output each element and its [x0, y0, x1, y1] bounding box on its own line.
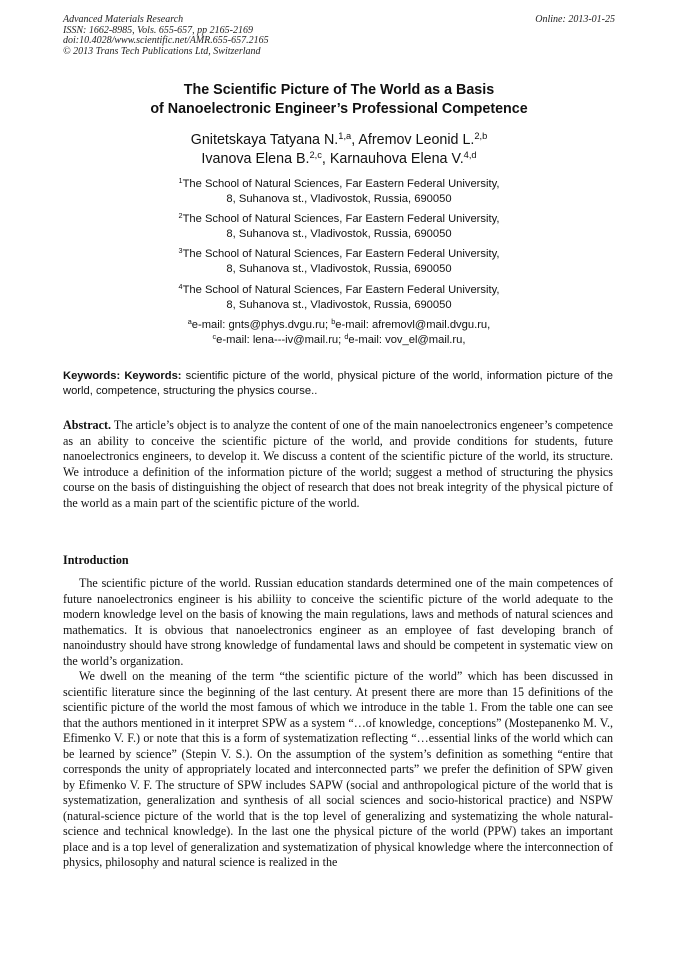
author-name: Gnitetskaya Tatyana N. [190, 132, 339, 148]
paragraph: We dwell on the meaning of the term “the scientific picture of the world” which has been discussed in scientific literature since the beginning of the last century. At present there are more than 15 definitions of the scientific picture of the world the most famous of which we introduce in the table 1. From the table one can see that the authors mentioned in it interpret SPW as a system “…of knowledge, conceptions” (Mostepanenko M. V., Efimenko V. F.) or note that this is a form of systematization reflecting “…essential links of the world which can be learned by science” (Stepin V. S.). On the assumption of the system’s definition as something “entire that corresponds the unity of appropriately located and interconnected parts” we prefer the definition of SPW given by Efimenko V. F. The structure of SPW includes SAPW (social and anthropological picture of the world that is systematization, generalization and synthesis of all social sciences and socio-historical practice) and NSPW (natural-science picture of the world that is the top level of generalizing and systematizing the whole natural-science and technical knowledge). In the last one the physical picture of the world (PPW) takes an important place and is a top level of generalization and systematization of physical knowledge where the interconnection of physics, philosophy and natural science is realized in the [63, 669, 613, 869]
email-list [40, 318, 638, 348]
introduction-body [63, 576, 613, 871]
author-name: Afremov Leonid L. [358, 132, 475, 148]
affiliation-line: The School of Natural Sciences, Far Eastern Federal University, [182, 248, 500, 260]
affiliation-address: 8, Suhanova st., Vladivostok, Russia, 690050 [226, 299, 452, 311]
affiliation-4 [40, 283, 638, 313]
affiliation-number: 3 [178, 246, 183, 255]
paper-title [40, 81, 638, 119]
author-name: Karnauhova Elena V. [329, 151, 464, 167]
email-line-1 [40, 318, 638, 333]
paragraph: The scientific picture of the world. Russian education standards determined one of the main competences of future nanoelectronics engineer is his abiliity to conceive the scientific picture of the world adequate to the modern knowledge level on the basis of knowing the main regulations, laws and methods of natural sciences and mathematics. It is obvious that nanoelectronics engineer as an employee of fast developing branch of nanoindustry should have strong knowledge of fundamental laws and should be competent in systematic view on the world’s organization. [63, 576, 613, 668]
email-superscript: d [344, 332, 349, 341]
keywords-section [63, 369, 613, 398]
doi-line: doi:10.4028/www.scientific.net/AMR.655-657.2165 [63, 35, 269, 46]
affiliation-3 [40, 247, 638, 277]
author-name: Ivanova Elena B. [201, 151, 310, 167]
affiliation-address: 8, Suhanova st., Vladivostok, Russia, 690050 [226, 193, 452, 205]
author-line-2 [40, 150, 638, 169]
affiliation-address: 8, Suhanova st., Vladivostok, Russia, 690050 [226, 228, 452, 240]
affiliation-line: The School of Natural Sciences, Far Eastern Federal University, [182, 178, 500, 190]
copyright-line: © 2013 Trans Tech Publications Ltd, Switzerland [63, 45, 261, 57]
affiliation-1 [40, 177, 638, 207]
online-date: Online: 2013-01-25 [535, 14, 615, 25]
title-line-1: The Scientific Picture of The World as a Basis [183, 82, 495, 98]
journal-name: Advanced Materials Research [63, 14, 184, 25]
email-superscript: c [212, 332, 217, 341]
abstract-text: The article’s object is to analyze the content of one of the main nanoelectronics engeneer’s competence as an ability to conceive the scientific picture of the world, and provide conditions for students, future nanoelectronics engineers, to develop it. We discuss a content of the scientific picture of the world, its structure. We introduce a definition of the information picture of the world; suggest a method of structuring the physics course on the basis of distinguishing the object of research that does not break integrity of the physical picture of the world as a main part of the scientific picture of the world. [63, 418, 613, 510]
affiliation-number: 1 [178, 176, 183, 185]
author-separator: , [321, 151, 330, 167]
issn-line: ISSN: 1662-8985, Vols. 655-657, pp 2165-2169 [63, 24, 253, 36]
email-superscript: a [187, 317, 192, 326]
email-link[interactable]: e-mail: lena---iv@mail.ru; [216, 334, 345, 346]
abstract-label: Abstract. [63, 418, 112, 432]
author-superscript: 4,d [463, 149, 477, 160]
email-line-2 [40, 333, 638, 348]
email-link[interactable]: e-mail: gnts@phys.dvgu.ru; [191, 319, 332, 331]
introduction-heading: Introduction [63, 553, 129, 567]
email-superscript: b [331, 317, 336, 326]
author-line-1 [40, 131, 638, 150]
keywords-label: Keywords: Keywords: [63, 370, 182, 382]
affiliation-line: The School of Natural Sciences, Far Eastern Federal University, [182, 213, 500, 225]
author-superscript: 2,b [474, 130, 488, 141]
affiliation-number: 4 [178, 282, 183, 291]
affiliation-2 [40, 212, 638, 242]
keywords-text: scientific picture of the world, physical picture of the world, information picture of the world, competence, structuring the physics course.. [63, 370, 613, 397]
author-superscript: 1,a [338, 130, 352, 141]
affiliation-address: 8, Suhanova st., Vladivostok, Russia, 690050 [226, 263, 452, 275]
title-line-2: of Nanoelectronic Engineer’s Professional Competence [150, 101, 528, 117]
email-link[interactable]: e-mail: vov_el@mail.ru, [348, 334, 466, 346]
affiliation-number: 2 [178, 211, 183, 220]
abstract-section [63, 418, 613, 511]
author-separator: , [351, 132, 359, 148]
author-superscript: 2,c [309, 149, 322, 160]
email-link[interactable]: e-mail: afremovl@mail.dvgu.ru, [335, 319, 491, 331]
journal-header [63, 15, 269, 57]
affiliation-line: The School of Natural Sciences, Far Eastern Federal University, [182, 284, 500, 296]
author-list [40, 131, 638, 169]
